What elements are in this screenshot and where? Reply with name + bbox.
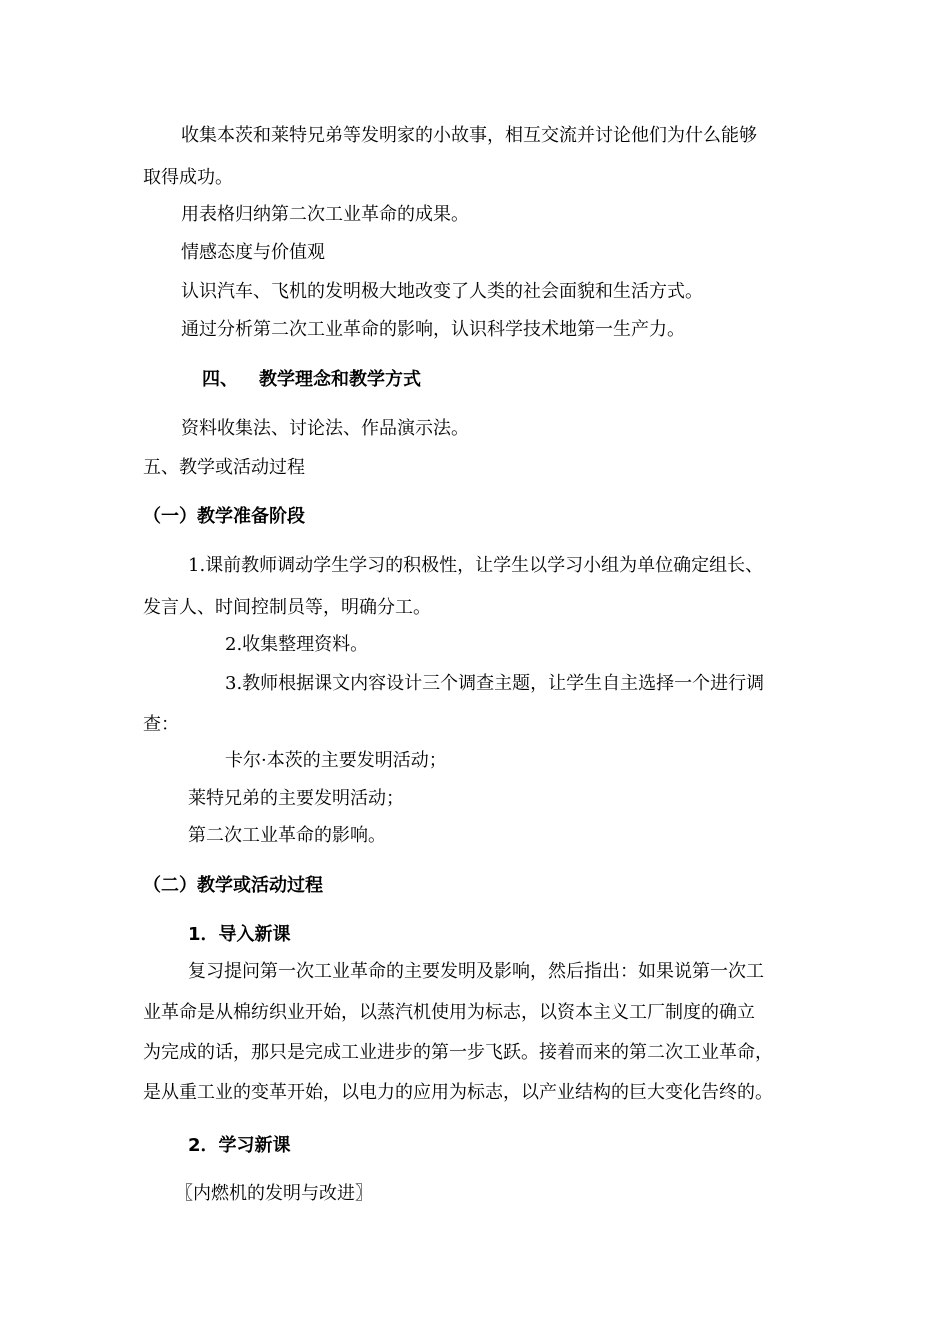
- paragraph-line: 复习提问第一次工业革命的主要发明及影响，然后指出：如果说第一次工: [188, 961, 764, 982]
- paragraph-line: 业革命是从棉纺织业开始，以蒸汽机使用为标志，以资本主义工厂制度的确立: [143, 1002, 755, 1023]
- paragraph-line: 取得成功。: [143, 167, 233, 188]
- paragraph-line: 收集本茨和莱特兄弟等发明家的小故事，相互交流并讨论他们为什么能够: [181, 125, 757, 146]
- section-heading-number: 四、: [202, 369, 238, 390]
- section-heading: 五、教学或活动过程: [143, 457, 305, 478]
- paragraph-line: 通过分析第二次工业革命的影响，认识科学技术地第一生产力。: [181, 319, 685, 340]
- section-heading-title: 教学理念和教学方式: [259, 369, 421, 390]
- item-heading: 2．学习新课: [188, 1135, 291, 1156]
- paragraph-line: 资料收集法、讨论法、作品演示法。: [181, 418, 469, 439]
- paragraph-line: 为完成的话，那只是完成工业进步的第一步飞跃。接着而来的第二次工业革命，: [143, 1042, 773, 1063]
- paragraph-line: 1.课前教师调动学生学习的积极性，让学生以学习小组为单位确定组长、: [188, 555, 764, 576]
- list-item: 3.教师根据课文内容设计三个调查主题，让学生自主选择一个进行调: [225, 673, 765, 694]
- list-item: 2.收集整理资料。: [225, 634, 369, 655]
- item-heading: 1．导入新课: [188, 924, 291, 945]
- paragraph-line: 认识汽车、飞机的发明极大地改变了人类的社会面貌和生活方式。: [181, 281, 703, 302]
- list-item: 第二次工业革命的影响。: [188, 825, 386, 846]
- paragraph-line: 用表格归纳第二次工业革命的成果。: [181, 204, 469, 225]
- paragraph-line: 查：: [143, 714, 179, 735]
- paragraph-line: 是从重工业的变革开始，以电力的应用为标志，以产业结构的巨大变化告终的。: [143, 1082, 773, 1103]
- subsection-heading: （二）教学或活动过程: [143, 875, 323, 896]
- topic-heading: 〖内燃机的发明与改进〗: [175, 1183, 373, 1204]
- list-item: 卡尔·本茨的主要发明活动；: [225, 750, 447, 771]
- paragraph-line: 发言人、时间控制员等，明确分工。: [143, 597, 431, 618]
- subsection-heading: （一）教学准备阶段: [143, 506, 305, 527]
- paragraph-line: 情感态度与价值观: [181, 242, 325, 263]
- list-item: 莱特兄弟的主要发明活动；: [188, 788, 404, 809]
